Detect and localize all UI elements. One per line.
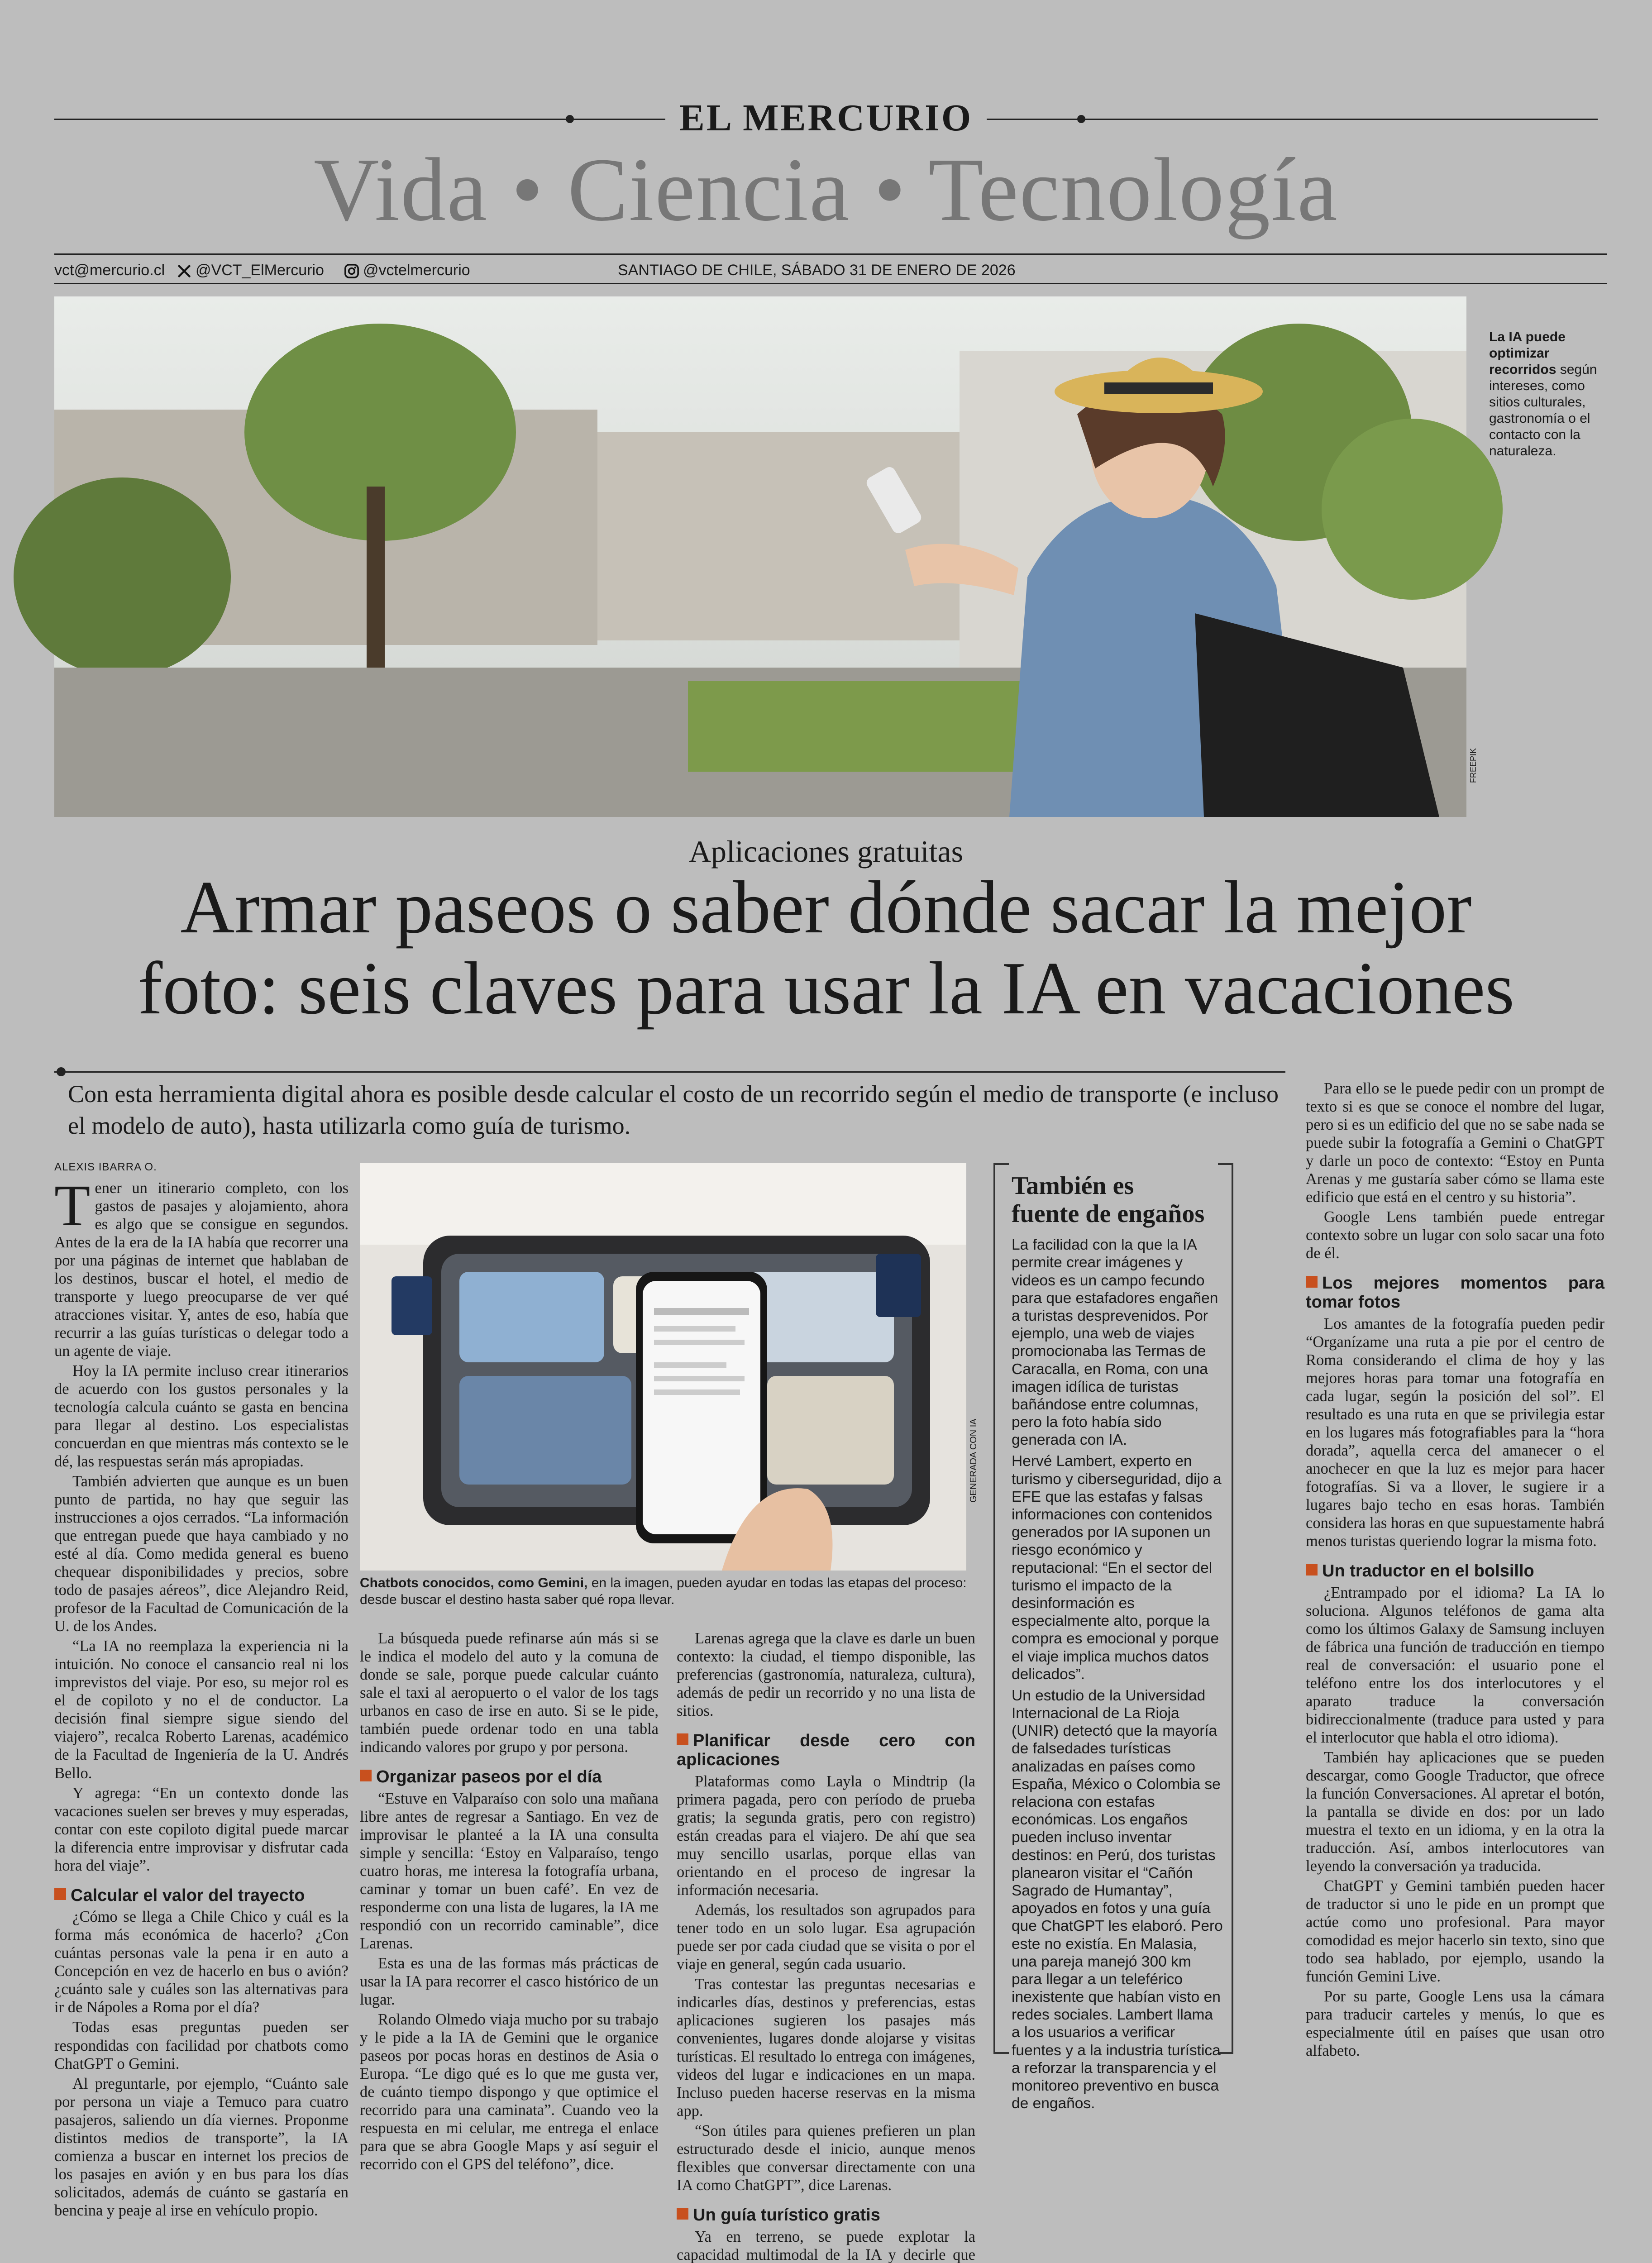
paragraph: Por su parte, Google Lens usa la cámara para traducir carteles y menús, lo que es especialmente útil en países que usan otro alfabeto.	[1306, 1988, 1604, 2060]
sidebox-title	[1012, 1172, 1224, 1228]
bullet-square	[677, 2208, 688, 2220]
main-photo-caption	[1489, 329, 1602, 459]
bullet-square	[1306, 1564, 1318, 1576]
paragraph: “La IA no reemplaza la experiencia ni la intuición. No conoce el cansancio real ni los imprevistos del viaje. Por eso, su mejor rol es el de copiloto y no el de conductor. La decisión final siempre sigue siendo del viajero”, recalca Roberto Larenas, académico de la Facultad de Ingeniería de la U. Andrés Bello.	[54, 1638, 349, 1782]
bullet-square	[54, 1888, 66, 1900]
suitcase-with-phone-illustration	[360, 1163, 966, 1571]
paragraph: Esta es una de las formas más prácticas de usar la IA para recorrer el casco histórico de un lugar.	[360, 1955, 659, 2009]
article-byline: ALEXIS IBARRA O.	[54, 1161, 157, 1173]
x-logo-icon	[177, 263, 192, 279]
article-column-4	[1306, 1079, 1604, 2134]
paragraph: ¿Cómo se llega a Chile Chico y cuál es la forma más económica de hacerlo? ¿Con cuántas personas vale la pena ir en auto a Concepción en vez de hacerlo en bus o avión? ¿cuánto sale y cuáles son las alternativas para ir de Nápoles a Roma por el día?	[54, 1908, 349, 2016]
subhead-organizar	[360, 1768, 659, 1787]
bullet-square	[677, 1733, 688, 1745]
headline-line-2: foto: seis claves para usar la IA en vacaciones	[137, 946, 1515, 1030]
paragraph: También advierten que aunque es un buen punto de partida, no hay que seguir las instrucciones a ojos cerrados. “La información que entregan puede que haya cambiado y no esté al día. Como medida general es bueno chequear disponibilidades y precios, sobre todo de pasajes aéreos”, dice Alejandro Reid, profesor de la Facultad de Comunicación de la U. de los Andes.	[54, 1473, 349, 1635]
subhead-guia	[677, 2206, 975, 2225]
sidebox-enganos	[993, 1163, 1233, 2112]
sidebox-title-line-1: También es	[1012, 1172, 1134, 1200]
sidebox-paragraph: La facilidad con la que la IA permite crear imágenes y videos es un campo fecundo para que estafadores engañen a turistas desprevenidos. Por ejemplo, una web de viajes promocionaba las Termas de Caracalla, en Roma, con una imagen idílica de turistas bañándose entre columnas, pero la foto había sido generada con IA.	[1012, 1237, 1218, 1449]
subhead-fotos	[1306, 1274, 1604, 1312]
twitter-handle-text: @VCT_ElMercurio	[196, 262, 324, 279]
suitcase-caption-text: en la imagen, pueden ayudar en todas las etapas del proceso: desde buscar el destino hasta saber qué ropa llevar.	[360, 1576, 967, 1607]
subhead-text: Los mejores momentos para tomar fotos	[1306, 1274, 1604, 1312]
subhead-text: Calcular el valor del trayecto	[71, 1886, 305, 1905]
paragraph: La búsqueda puede refinarse aún más si se le indica el modelo del auto y la comuna de donde se sale, porque puede calcular cuánto sale el taxi al aeropuerto o el valor de los tags urbanos en caso de irse en auto. Si se le pide, también puede ordenar todo en una tabla indicando valores por grupo y por persona.	[360, 1630, 659, 1756]
newspaper-name: EL MERCURIO	[679, 97, 973, 139]
bullet-square	[360, 1770, 372, 1781]
instagram-handle[interactable]	[344, 262, 470, 279]
paragraph: Todas esas preguntas pueden ser respondidas con facilidad por chatbots como ChatGPT o Gemini.	[54, 2019, 349, 2072]
sidebox-paragraph: Un estudio de la Universidad Internacional de La Rioja (UNIR) detectó que la mayoría de falsedades turísticas analizadas en países como España, México o Colombia se relaciona con estafas económicas. Los engaños pueden incluso inventar destinos: en Perú, dos turistas planearon visitar el “Cañón Sagrado de Humantay”, apoyados en fotos y una guía que ChatGPT les elaboró. Pero este no existía. En Malasia, una pareja manejó 300 km para llegar a un teleférico inexistente que habían visto en redes sociales. Lambert llama a los usuarios a verificar fuentes y a la industria turística a reforzar la transparencia y el monitoreo preventivo en busca de engaños.	[1012, 1687, 1223, 2112]
main-photo-credit: FREEPIK	[1469, 748, 1478, 783]
twitter-handle[interactable]	[177, 262, 324, 279]
paragraph: Rolando Olmedo viaja mucho por su trabajo y le pide a la IA de Gemini que le organice paseos por pocas horas en destinos de Asia o Europa. “Le digo qué es lo que me gusta ver, de cuánto tiempo dispongo y que optimice el recorrido para una caminata”. Cuando veo la respuesta en mi celular, me entrega el enlace para que se abra Google Maps y así seguir el recorrido con el GPS del teléfono”, dice.	[360, 2011, 659, 2173]
meta-rule-bottom	[54, 283, 1607, 284]
subhead-text: Un traductor en el bolsillo	[1322, 1561, 1534, 1580]
paragraph: También hay aplicaciones que se pueden descargar, como Google Traductor, que ofrece la función Conversaciones. Al apretar el botón, la pantalla se divide en dos: por un lado muestra el texto en un idioma, y en la otra la traducción. Así, ambos interlocutores van leyendo la conversación ya traducida.	[1306, 1748, 1604, 1875]
lede-rule	[54, 1071, 1285, 1073]
subhead-text: Organizar paseos por el día	[376, 1767, 602, 1787]
paragraph: Además, los resultados son agrupados para tener todo en un solo lugar. Esa agrupación puede ser por cada ciudad que se visita o por el viaje en general, según cada usuario.	[677, 1901, 975, 1973]
paragraph: Para ello se le puede pedir con un prompt de texto si es que se conoce el nombre del lugar, pero si es un edificio del que no se sabe nada se puede subir la fotografía a Gemini o ChatGPT y darle un poco de contexto: “Estoy en Punta Arenas y me gustaría saber cómo se llama este edificio que está en el centro y su historia”.	[1306, 1080, 1604, 1206]
paragraph: Y agrega: “En un contexto donde las vacaciones suelen ser breves y muy esperadas, contar con este copiloto digital puede marcar la diferencia entre improvisar y disfrutar cada hora del viaje”.	[54, 1784, 349, 1874]
subhead-text: Planificar desde cero con aplicaciones	[677, 1731, 975, 1769]
article-lede: Con esta herramienta digital ahora es posible desde calcular el costo de un recorrido según el medio de transporte (e incluso el modelo de auto), hasta utilizarla como guía de turismo.	[68, 1080, 1279, 1140]
suitcase-photo-caption	[360, 1575, 975, 1608]
tourist-with-phone-illustration	[54, 296, 1466, 817]
main-photo-caption-text: según intereses, como sitios culturales, gastronomía o el contacto con la naturaleza.	[1489, 362, 1597, 458]
instagram-logo-icon	[344, 263, 359, 279]
article-kicker: Aplicaciones gratuitas	[688, 834, 964, 869]
paragraph: Google Lens también puede entregar contexto sobre un lugar con solo sacar una foto de él.	[1306, 1208, 1604, 1262]
paragraph: Hoy la IA permite incluso crear itinerarios de acuerdo con los gustos personales y la tecnología calcula cuánto se gasta en bencina para llegar al destino. Los especialistas concuerdan en que mientras más contexto se le dé, las respuestas serán más apropiadas.	[54, 1362, 349, 1470]
headline-line-1: Armar paseos o saber dónde sacar la mejor	[180, 865, 1472, 949]
section-title: Vida • Ciencia • Tecnología	[314, 140, 1338, 240]
lede-rule-dot	[57, 1067, 66, 1076]
subhead-planificar	[677, 1732, 975, 1770]
paragraph: ener un itinerario completo, con los gastos de pasajes y alojamiento, ahora es algo que se consigue en segundos. Antes de la era de la IA había que recorrer una por una páginas de internet que hablaban de los destinos, buscar el hotel, el medio de transporte y luego preocuparse de ver qué atracciones visitar. Y, antes de eso, había que recurrir a las guías turísticas o delegar todo a un agente de viaje.	[54, 1179, 349, 1360]
paragraph: “Estuve en Valparaíso con solo una mañana libre antes de regresar a Santiago. En vez de improvisar le planteé a la IA una consulta simple y sencilla: ‘Estoy en Valparaíso, tengo cuatro horas, me interesa la fotografía urbana, caminar y tomar un buen café’. En vez de responderme con una lista de lugares, la IA me respondió con un recorrido caminable”, dice Larenas.	[360, 1790, 659, 1953]
paragraph: ¿Entrampado por el idioma? La IA lo soluciona. Algunos teléfonos de gama alta como los últimos Galaxy de Samsung incluyen de fábrica una función de traducción en tiempo real de conversación: el usuario pone el teléfono entre los dos interlocutores y el aparato traduce la conversación bidireccionalmente (traduce para usted y para el interlocutor que habla el otro idioma).	[1306, 1584, 1604, 1746]
paragraph: Al preguntarle, por ejemplo, “Cuánto sale por persona un viaje a Temuco para cuatro pasajeros, saliendo un día viernes. Proponme distintos medios de transporte”, la IA comienza a buscar en internet los precios de los pasajes en avión y en bus para los días solicitados, además de cuánto se gastaría en bencina y peaje al irse en vehículo propio.	[54, 2075, 349, 2219]
suitcase-caption-bold: Chatbots conocidos, como Gemini,	[360, 1576, 588, 1590]
paragraph: Plataformas como Layla o Mindtrip (la primera pagada, pero con período de prueba gratis; la segunda gratis, pero con registro) están creadas para el viajero. De ahí que sea muy sencillo usarlas, porque ellas van orientando en el proceso de ingresar la información necesaria.	[677, 1772, 975, 1899]
meta-rule-top	[54, 253, 1607, 255]
suitcase-photo-credit: GENERADA CON IA	[969, 1418, 979, 1503]
paragraph: “Son útiles para quienes prefieren un plan estructurado desde el inicio, aunque menos flexibles que conversar directamente con una IA como ChatGPT”, dice Larenas.	[677, 2122, 975, 2194]
subhead-traductor	[1306, 1562, 1604, 1581]
bullet-square	[1306, 1276, 1318, 1288]
sidebox-bracket-left	[993, 1163, 1009, 2054]
dateline: SANTIAGO DE CHILE, SÁBADO 31 DE ENERO DE 2026	[618, 262, 1016, 279]
article-column-2	[360, 1629, 659, 2173]
article-column-1	[54, 1173, 349, 2219]
paragraph: Ya en terreno, se puede explotar la capacidad multimodal de la IA y decirle que	[677, 2228, 975, 2263]
main-photo-caption-bold: La IA puede optimizar recorridos	[1489, 329, 1566, 377]
article-headline	[0, 867, 1652, 1029]
paragraph: Los amantes de la fotografía pueden pedir “Organízame una ruta a pie por el centro de Roma considerando el clima de hoy y las mejores horas para tomar una fotografía en cada lugar, según la posición del sol”. El resultado es una ruta en que se privilegia estar en los lugares más fotografiables para la “hora dorada”, aquella cerca del amanecer o el anochecer en que la luz es mejor para hacer fotografías. Si va a llover, le sugiere ir a lugares bajo techo en esas horas. También considera las horas en que supuestamente habrá menos turistas queriendo lograr la misma foto.	[1306, 1315, 1604, 1550]
dropcap: T	[54, 1173, 91, 1238]
paragraph: Tras contestar las preguntas necesarias e indicarles días, destinos y preferencias, estas aplicaciones sugieren los pasajes más convenientes, lugares donde alojarse y visitas turísticas. El resultado lo entrega con imágenes, videos del lugar e indicaciones en un mapa. Incluso pueden hacerse reservas en la misma app.	[677, 1975, 975, 2120]
subhead-text: Un guía turístico gratis	[693, 2206, 880, 2225]
paragraph: ChatGPT y Gemini también pueden hacer de traductor si uno le pide en un prompt que actúe como uno profesional. Para mayor comodidad es mejor hacerlo sin texto, sino que todo sea hablado, por ejemplo, usando la función Gemini Live.	[1306, 1877, 1604, 1986]
subhead-calcular	[54, 1886, 349, 1905]
suitcase-photo	[360, 1163, 966, 1571]
main-photo	[54, 296, 1466, 817]
instagram-handle-text: @vctelmercurio	[363, 262, 470, 279]
sidebox-paragraph: Hervé Lambert, experto en turismo y ciberseguridad, dijo a EFE que las estafas y falsas informaciones con contenidos generados por IA suponen un riesgo económico y reputacional: “En el sector del turismo el impacto de la desinformación es especialmente alto, porque la compra es emocional y porque el viaje implica muchos datos delicados”.	[1012, 1453, 1222, 1683]
paragraph: Larenas agrega que la clave es darle un buen contexto: la ciudad, el tiempo disponible, las preferencias (gastronomía, naturaleza, cultura), además de pedir un recorrido y no una lista de sitios.	[677, 1630, 975, 1720]
contact-email[interactable]: vct@mercurio.cl	[54, 262, 165, 279]
sidebox-title-line-2: fuente de engaños	[1012, 1199, 1205, 1228]
sidebox-content	[1012, 1172, 1224, 2112]
article-column-3	[677, 1629, 975, 2263]
